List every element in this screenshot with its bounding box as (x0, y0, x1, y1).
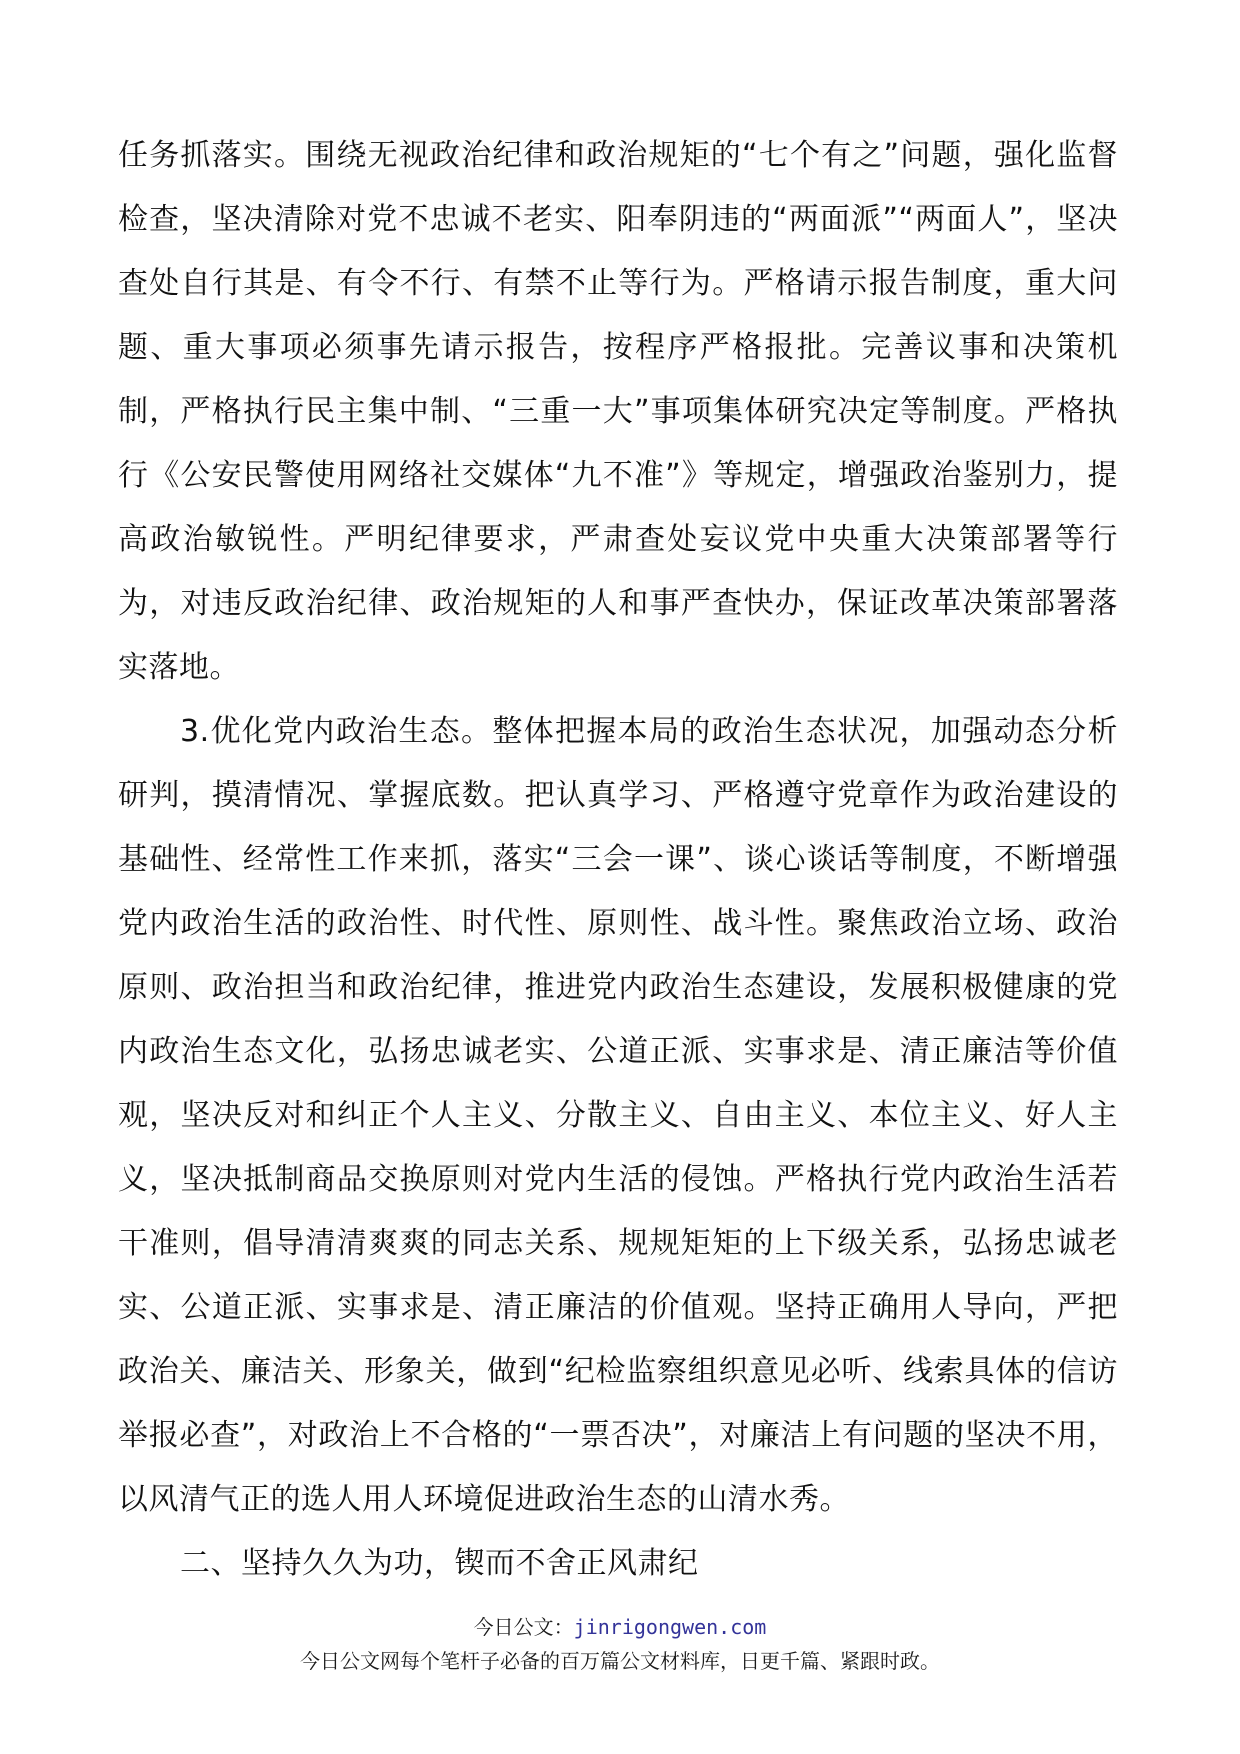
footer-site-url[interactable]: jinrigongwen.com (573, 1615, 767, 1639)
footer-tagline: 今日公文网每个笔杆子必备的百万篇公文材料库，日更千篇、紧跟时政。 (300, 1649, 940, 1673)
document-body (118, 124, 1118, 1596)
paragraph-item-3: 3.优化党内政治生态。整体把握本局的政治生态状况，加强动态分析研判，摸清情况、掌握底数。把认真学习、严格遵守党章作为政治建设的基础性、经常性工作来抓，落实“三会一课”、谈心谈话等制度，不断增强党内政治生活的政治性、时代性、原则性、战斗性。聚焦政治立场、政治原则、政治担当和政治纪律，推进党内政治生态建设，发展积极健康的党内政治生态文化，弘扬忠诚老实、公道正派、实事求是、清正廉洁等价值观，坚决反对和纠正个人主义、分散主义、自由主义、本位主义、好人主义，坚决抵制商品交换原则对党内生活的侵蚀。严格执行党内政治生活若干准则，倡导清清爽爽的同志关系、规规矩矩的上下级关系，弘扬忠诚老实、公道正派、实事求是、清正廉洁的价值观。坚持正确用人导向，严把政治关、廉洁关、形象关，做到“纪检监察组织意见必听、线索具体的信访举报必查”，对政治上不合格的“一票否决”，对廉洁上有问题的坚决不用，以风清气正的选人用人环境促进政治生态的山清水秀。 (118, 714, 1118, 1517)
paragraph-continuation: 任务抓落实。围绕无视政治纪律和政治规矩的“七个有之”问题，强化监督检查，坚决清除对党不忠诚不老实、阳奉阴违的“两面派”“两面人”，坚决查处自行其是、有令不行、有禁不止等行为。严格请示报告制度，重大问题、重大事项必须事先请示报告，按程序严格报批。完善议事和决策机制，严格执行民主集中制、“三重一大”事项集体研究决定等制度。严格执行《公安民警使用网络社交媒体“九不准”》等规定，增强政治鉴别力，提高政治敏锐性。严明纪律要求，严肃查处妄议党中央重大决策部署等行为，对违反政治纪律、政治规矩的人和事严查快办，保证改革决策部署落实落地。 (118, 138, 1118, 685)
section-heading: 二、坚持久久为功，锲而不舍正风肃纪 (180, 1546, 699, 1581)
footer-site-label: 今日公文： (473, 1615, 574, 1639)
footer-source (0, 1611, 1240, 1640)
